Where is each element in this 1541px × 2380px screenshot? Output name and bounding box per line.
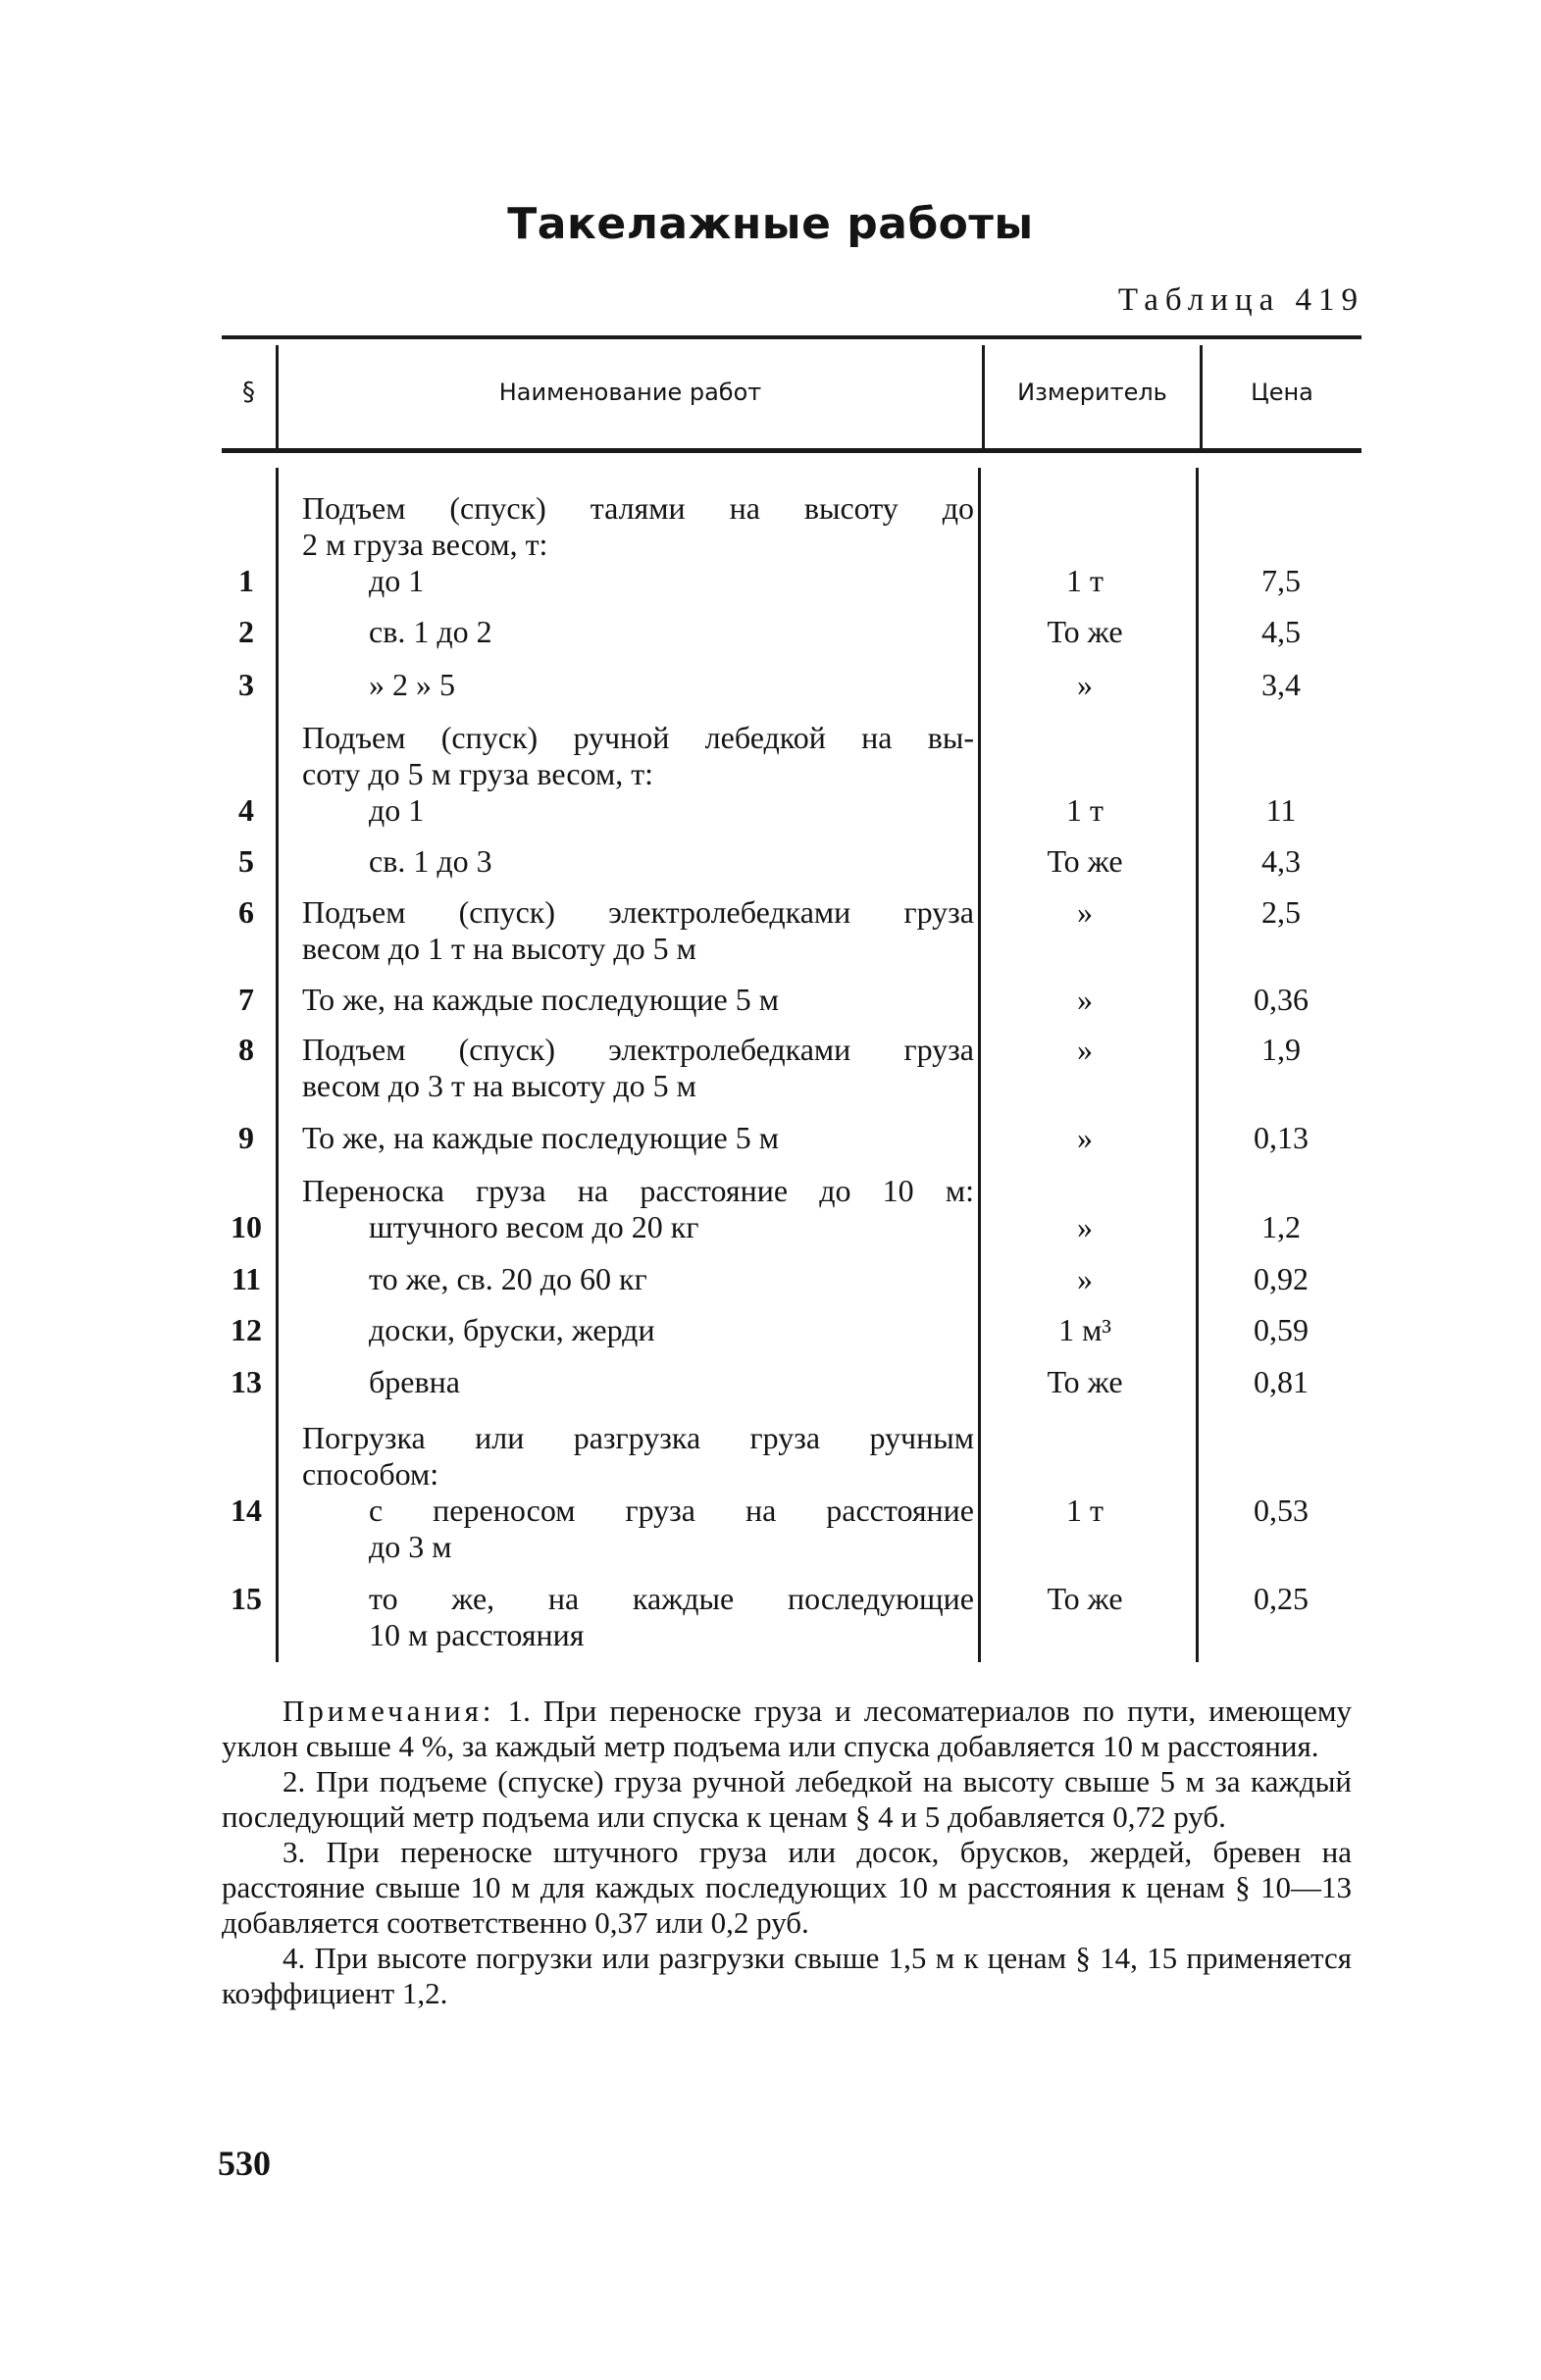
row-number: 12 bbox=[231, 1312, 262, 1347]
row-unit: » bbox=[1077, 982, 1093, 1017]
row-unit: То же bbox=[1047, 614, 1123, 649]
row-name: до 1 bbox=[369, 563, 425, 598]
row-price: 4,5 bbox=[1261, 614, 1301, 649]
row-unit: 1 т bbox=[1066, 792, 1104, 828]
row-number: 2 bbox=[238, 614, 254, 649]
row-price: 2,5 bbox=[1261, 894, 1301, 930]
row-name: » 2 » 5 bbox=[369, 667, 455, 702]
row-unit: » bbox=[1077, 1261, 1093, 1296]
note-3: 3. При переноске штучного груза или досок, брусков, жердей, бревен на расстояние свыше 10 м для каждых последующих 10 м расстояния к ценам § 10—13 добавляется соответственно 0,37 или 0,2 руб. bbox=[222, 1835, 1352, 1940]
row-unit: 1 т bbox=[1066, 563, 1104, 598]
row-name: св. 1 до 3 bbox=[369, 843, 492, 879]
row-number: 3 bbox=[238, 667, 254, 702]
row-number: 4 bbox=[238, 792, 254, 828]
group-heading: Подъем (спуск) талями на высоту до bbox=[302, 490, 974, 526]
row-unit: То же bbox=[1047, 1581, 1123, 1616]
header-section: § bbox=[242, 377, 255, 407]
row-price: 0,81 bbox=[1254, 1364, 1309, 1399]
row-number: 8 bbox=[238, 1032, 254, 1067]
row-name: штучного весом до 20 кг bbox=[369, 1209, 699, 1244]
group-heading: способом: bbox=[302, 1456, 439, 1492]
row-price: 7,5 bbox=[1261, 563, 1301, 598]
row-name: весом до 3 т на высоту до 5 м bbox=[302, 1068, 696, 1103]
row-unit: » bbox=[1077, 667, 1093, 702]
row-price: 0,36 bbox=[1254, 982, 1309, 1017]
row-number: 13 bbox=[231, 1364, 262, 1399]
row-price: 0,59 bbox=[1254, 1312, 1309, 1347]
row-price: 1,9 bbox=[1261, 1032, 1301, 1067]
row-price: 0,25 bbox=[1254, 1581, 1309, 1616]
row-number: 7 bbox=[238, 982, 254, 1017]
note-2: 2. При подъеме (спуске) груза ручной лебедкой на высоту свыше 5 м за каждый последующий метр подъема или спуска к ценам § 4 и 5 добавляется 0,72 руб. bbox=[222, 1764, 1352, 1834]
row-name: То же, на каждые последующие 5 м bbox=[302, 982, 779, 1017]
group-heading: 2 м груза весом, т: bbox=[302, 527, 548, 562]
note-1: Примечания: 1. При переноске груза и лесоматериалов по пути, имеющему уклон свыше 4 %, за каждый метр подъема или спуска добавляется 10 м расстояния. bbox=[222, 1694, 1353, 1763]
price-table bbox=[222, 335, 1361, 1664]
notes bbox=[222, 1694, 1352, 2011]
row-number: 1 bbox=[238, 563, 254, 598]
group-heading: Переноска груза на расстояние до 10 м: bbox=[302, 1173, 974, 1208]
page-title: Такелажные работы bbox=[507, 199, 1034, 249]
row-number: 11 bbox=[231, 1261, 262, 1296]
row-price: 0,53 bbox=[1254, 1493, 1309, 1528]
row-unit: 1 м³ bbox=[1058, 1312, 1111, 1347]
row-unit: » bbox=[1077, 1209, 1093, 1244]
row-price: 11 bbox=[1265, 792, 1297, 828]
row-unit: » bbox=[1077, 1032, 1093, 1067]
row-number: 9 bbox=[238, 1120, 254, 1155]
header-name: Наименование работ bbox=[498, 378, 762, 406]
header-price: Цена bbox=[1251, 378, 1313, 406]
body-separator bbox=[1196, 468, 1199, 1662]
row-unit: 1 т bbox=[1066, 1493, 1104, 1528]
row-number: 10 bbox=[231, 1209, 262, 1244]
row-name: до 1 bbox=[369, 792, 425, 828]
table-header-rule bbox=[222, 448, 1361, 453]
row-name: доски, бруски, жерди bbox=[369, 1312, 655, 1347]
row-number: 6 bbox=[238, 894, 254, 930]
row-price: 0,13 bbox=[1254, 1120, 1309, 1155]
group-heading: Погрузка или разгрузка груза ручным bbox=[302, 1420, 974, 1455]
table-number: Таблица 419 bbox=[1117, 282, 1364, 318]
row-name: 10 м расстояния bbox=[369, 1617, 585, 1652]
row-price: 0,92 bbox=[1254, 1261, 1309, 1296]
row-price: 3,4 bbox=[1261, 667, 1301, 702]
note-4: 4. При высоте погрузки или разгрузки свыше 1,5 м к ценам § 14, 15 применяется коэффициент 1,2. bbox=[222, 1941, 1352, 2010]
row-name: св. 1 до 2 bbox=[369, 614, 492, 649]
row-unit: » bbox=[1077, 894, 1093, 930]
row-name: То же, на каждые последующие 5 м bbox=[302, 1120, 779, 1155]
row-price: 1,2 bbox=[1261, 1209, 1301, 1244]
row-price: 4,3 bbox=[1261, 843, 1301, 879]
page-number: 530 bbox=[218, 2144, 271, 2183]
row-name: с переносом груза на расстояние bbox=[369, 1493, 974, 1528]
row-name: до 3 м bbox=[369, 1529, 452, 1564]
row-number: 5 bbox=[238, 843, 254, 879]
row-name: то же, на каждые последующие bbox=[369, 1581, 974, 1616]
header-unit: Измеритель bbox=[1017, 378, 1167, 406]
row-number: 15 bbox=[231, 1581, 262, 1616]
row-unit: То же bbox=[1047, 843, 1123, 879]
row-name: Подъем (спуск) электролебедками груза bbox=[302, 1032, 974, 1067]
row-unit: То же bbox=[1047, 1364, 1123, 1399]
row-name: то же, св. 20 до 60 кг bbox=[369, 1261, 647, 1296]
row-name: весом до 1 т на высоту до 5 м bbox=[302, 931, 696, 966]
row-name: бревна bbox=[369, 1364, 460, 1399]
row-name: Подъем (спуск) электролебедками груза bbox=[302, 894, 974, 930]
group-heading: Подъем (спуск) ручной лебедкой на вы- bbox=[302, 720, 974, 755]
body-separator bbox=[276, 468, 279, 1662]
row-number: 14 bbox=[231, 1493, 262, 1528]
row-unit: » bbox=[1077, 1120, 1093, 1155]
notes-label: Примечания: bbox=[283, 1694, 495, 1728]
group-heading: соту до 5 м груза весом, т: bbox=[302, 756, 654, 791]
